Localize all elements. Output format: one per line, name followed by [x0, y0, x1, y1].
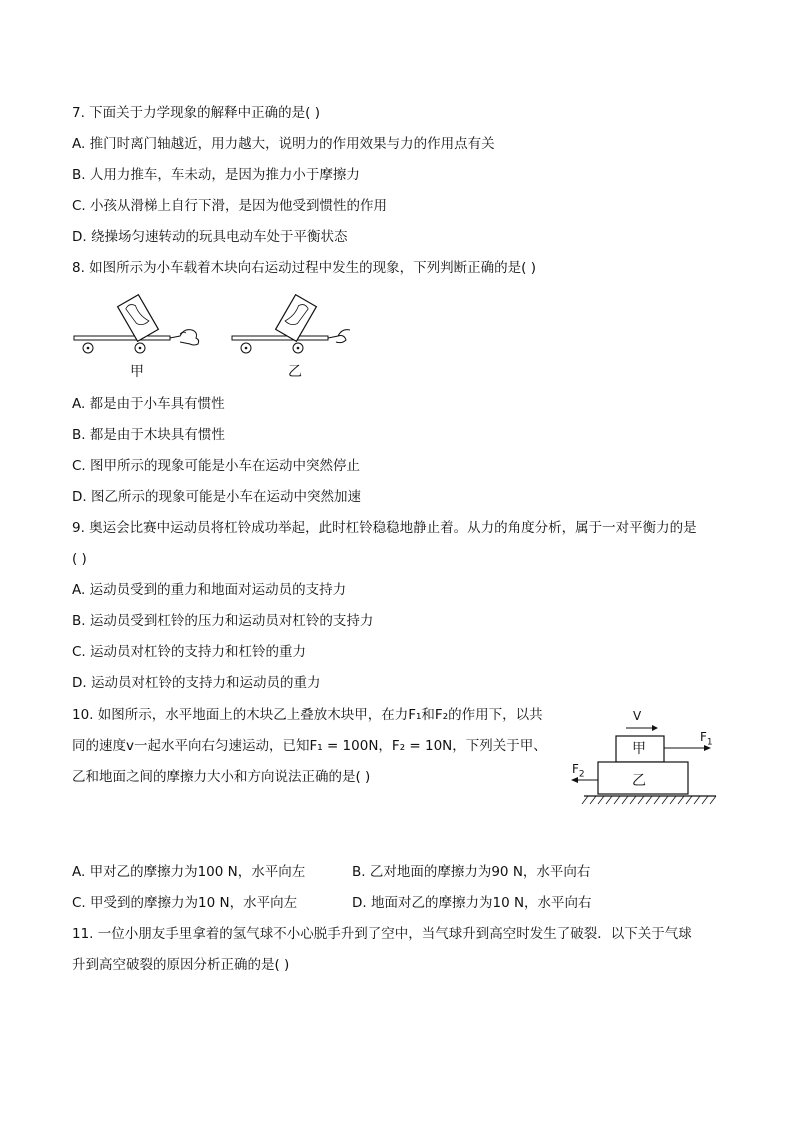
q8-option-d[interactable]: D. 图乙所示的现象可能是小车在运动中突然加速: [72, 489, 361, 505]
q10-block-yi-label: 乙: [632, 773, 646, 789]
q10-stem-line3: 乙和地面之间的摩擦力大小和方向说法正确的是( ): [72, 769, 371, 785]
q7-option-d[interactable]: D. 绕操场匀速转动的玩具电动车处于平衡状态: [72, 229, 348, 245]
cart-yi: [232, 295, 350, 353]
q8-label-yi: 乙: [288, 364, 302, 380]
q9-option-b[interactable]: B. 运动员受到杠铃的压力和运动员对杠铃的支持力: [72, 613, 374, 629]
q9-option-a[interactable]: A. 运动员受到的重力和地面对运动员的支持力: [72, 582, 347, 598]
hand-icon: [328, 330, 350, 343]
q10-option-b[interactable]: B. 乙对地面的摩擦力为90 N，水平向右: [352, 864, 591, 880]
q10-stem-line2: 同的速度v一起水平向右匀速运动，已知F₁ = 100N，F₂ = 10N，下列关于甲、: [72, 738, 547, 754]
q8-label-jia: 甲: [130, 364, 144, 380]
q8-stem: 8. 如图所示为小车载着木块向右运动过程中发生的现象，下列判断正确的是( ): [72, 260, 536, 276]
q10-option-c[interactable]: C. 甲受到的摩擦力为10 N，水平向左: [72, 895, 298, 911]
q10-stem-line1: 10. 如图所示，水平地面上的木块乙上叠放木块甲，在力F₁和F₂的作用下，以共: [72, 707, 543, 723]
q9-option-c[interactable]: C. 运动员对杠铃的支持力和杠铃的重力: [72, 644, 307, 660]
q10-f1-label: $F_1$: [700, 730, 713, 748]
q11-stem-line1: 11. 一位小朋友手里拿着的氢气球不小心脱手升到了空中，当气球升到高空时发生了破裂．以下关于气球: [72, 926, 692, 942]
q10-option-d[interactable]: D. 地面对乙的摩擦力为10 N，水平向右: [352, 895, 592, 911]
q10-f2-label: $F_2$: [572, 762, 585, 780]
q7-stem: 7. 下面关于力学现象的解释中正确的是( ): [72, 105, 320, 121]
q8-option-a[interactable]: A. 都是由于小车具有惯性: [72, 396, 225, 412]
q8-figure: [70, 288, 350, 384]
q9-stem-line1: 9. 奥运会比赛中运动员将杠铃成功举起，此时杠铃稳稳地静止着。从力的角度分析，属于一对平衡力的是: [72, 520, 697, 536]
hand-icon: [170, 330, 199, 345]
q7-option-a[interactable]: A. 推门时离门轴越近，用力越大，说明力的作用效果与力的作用点有关: [72, 136, 495, 152]
q10-block-jia-label: 甲: [632, 741, 646, 757]
q8-option-b[interactable]: B. 都是由于木块具有惯性: [72, 427, 225, 443]
q11-stem-line2: 升到高空破裂的原因分析正确的是( ): [72, 957, 290, 973]
q8-option-c[interactable]: C. 图甲所示的现象可能是小车在运动中突然停止: [72, 458, 361, 474]
q10-figure: [566, 704, 726, 808]
q10-option-a[interactable]: A. 甲对乙的摩擦力为100 N，水平向左: [72, 864, 306, 880]
q10-velocity-label: V: [633, 709, 642, 723]
q7-option-c[interactable]: C. 小孩从滑梯上自行下滑，是因为他受到惯性的作用: [72, 198, 388, 214]
q7-option-b[interactable]: B. 人用力推车，车未动，是因为推力小于摩擦力: [72, 167, 360, 183]
q9-option-d[interactable]: D. 运动员对杠铃的支持力和运动员的重力: [72, 675, 321, 691]
q9-stem-line2: ( ): [72, 551, 87, 567]
cart-jia: [74, 295, 199, 353]
